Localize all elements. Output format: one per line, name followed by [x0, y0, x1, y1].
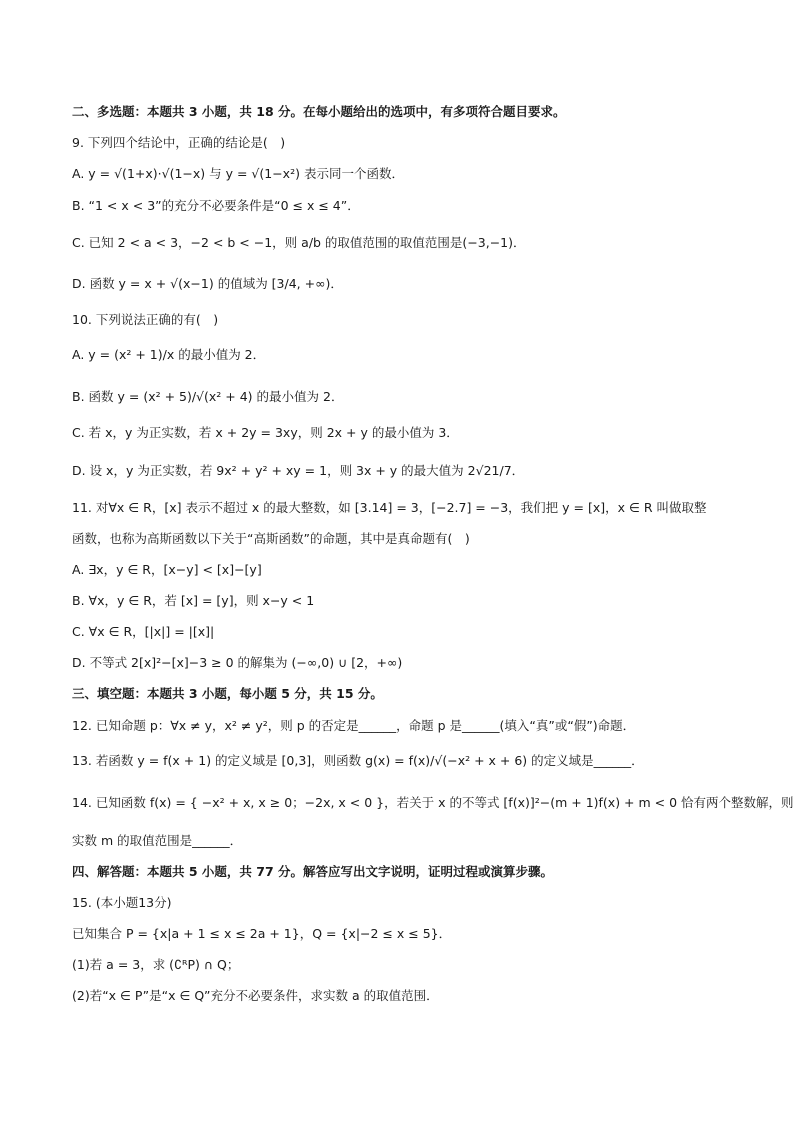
question-10-option-b: B. 函数 y = (x² + 5)/√(x² + 4) 的最小值为 2．	[72, 389, 344, 404]
question-9-option-d: D. 函数 y = x + √(x−1) 的值域为 [3/4, +∞)．	[72, 276, 343, 291]
section-heading-multiple-choice: 二、多选题：本题共 3 小题，共 18 分。在每小题给出的选项中，有多项符合题目要求。	[72, 104, 566, 119]
question-15: 15. (本小题13分)	[72, 895, 172, 910]
question-9-option-c: C. 已知 2 < a < 3，−2 < b < −1，则 a/b 的取值范围的取值范围是(−3,−1)．	[72, 235, 526, 250]
question-10-option-a: A. y = (x² + 1)/x 的最小值为 2．	[72, 347, 266, 362]
question-9-option-b: B. “1 < x < 3”的充分不必要条件是“0 ≤ x ≤ 4”．	[72, 198, 360, 213]
question-14: 14. 已知函数 f(x) = { −x² + x, x ≥ 0；−2x, x < 0 }，若关于 x 的不等式 [f(x)]²−(m + 1)f(x) + m < 0 恰有两个整数解，则	[72, 795, 794, 810]
question-12: 12. 已知命题 p：∀x ≠ y，x² ≠ y²，则 p 的否定是______，命题 p 是______(填入“真”或“假”)命题．	[72, 718, 636, 733]
question-15-part-2: (2)若“x ∈ P”是“x ∈ Q”充分不必要条件，求实数 a 的取值范围．	[72, 988, 439, 1003]
question-10-option-d: D. 设 x，y 为正实数，若 9x² + y² + xy = 1，则 3x + y 的最大值为 2√21/7．	[72, 463, 525, 478]
question-11-option-b: B. ∀x，y ∈ R，若 [x] = [y]，则 x−y < 1	[72, 593, 315, 608]
question-10-option-c: C. 若 x，y 为正实数，若 x + 2y = 3xy，则 2x + y 的最小值为 3．	[72, 425, 459, 440]
question-15-given: 已知集合 P = {x|a + 1 ≤ x ≤ 2a + 1}，Q = {x|−2 ≤ x ≤ 5}．	[72, 926, 452, 941]
question-11-option-d: D. 不等式 2[x]²−[x]−3 ≥ 0 的解集为 (−∞,0) ∪ [2，+∞)	[72, 655, 403, 670]
section-heading-answer: 四、解答题：本题共 5 小题，共 77 分。解答应写出文字说明，证明过程或演算步骤。	[72, 864, 554, 879]
question-9: 9. 下列四个结论中，正确的结论是( )	[72, 135, 286, 150]
section-heading-fill-blank: 三、填空题：本题共 3 小题，每小题 5 分，共 15 分。	[72, 686, 383, 701]
question-11-option-c: C. ∀x ∈ R，[|x|] = |[x]|	[72, 624, 215, 639]
question-13: 13. 若函数 y = f(x + 1) 的定义域是 [0,3]，则函数 g(x) = f(x)/√(−x² + x + 6) 的定义域是______．	[72, 753, 644, 768]
question-11-option-a: A. ∃x，y ∈ R，[x−y] < [x]−[y]	[72, 562, 262, 577]
question-14-cont: 实数 m 的取值范围是______．	[72, 833, 243, 848]
question-9-option-a: A. y = √(1+x)·√(1−x) 与 y = √(1−x²) 表示同一个函数．	[72, 166, 404, 181]
question-11: 11. 对∀x ∈ R，[x] 表示不超过 x 的最大整数，如 [3.14] = 3，[−2.7] = −3，我们把 y = [x]，x ∈ R 叫做取整	[72, 500, 707, 515]
question-11-cont: 函数，也称为高斯函数以下关于“高斯函数”的命题，其中是真命题有( )	[72, 531, 470, 546]
question-15-part-1: (1)若 a = 3，求 (∁ᴿP) ∩ Q；	[72, 957, 240, 972]
question-10: 10. 下列说法正确的有( )	[72, 312, 219, 327]
